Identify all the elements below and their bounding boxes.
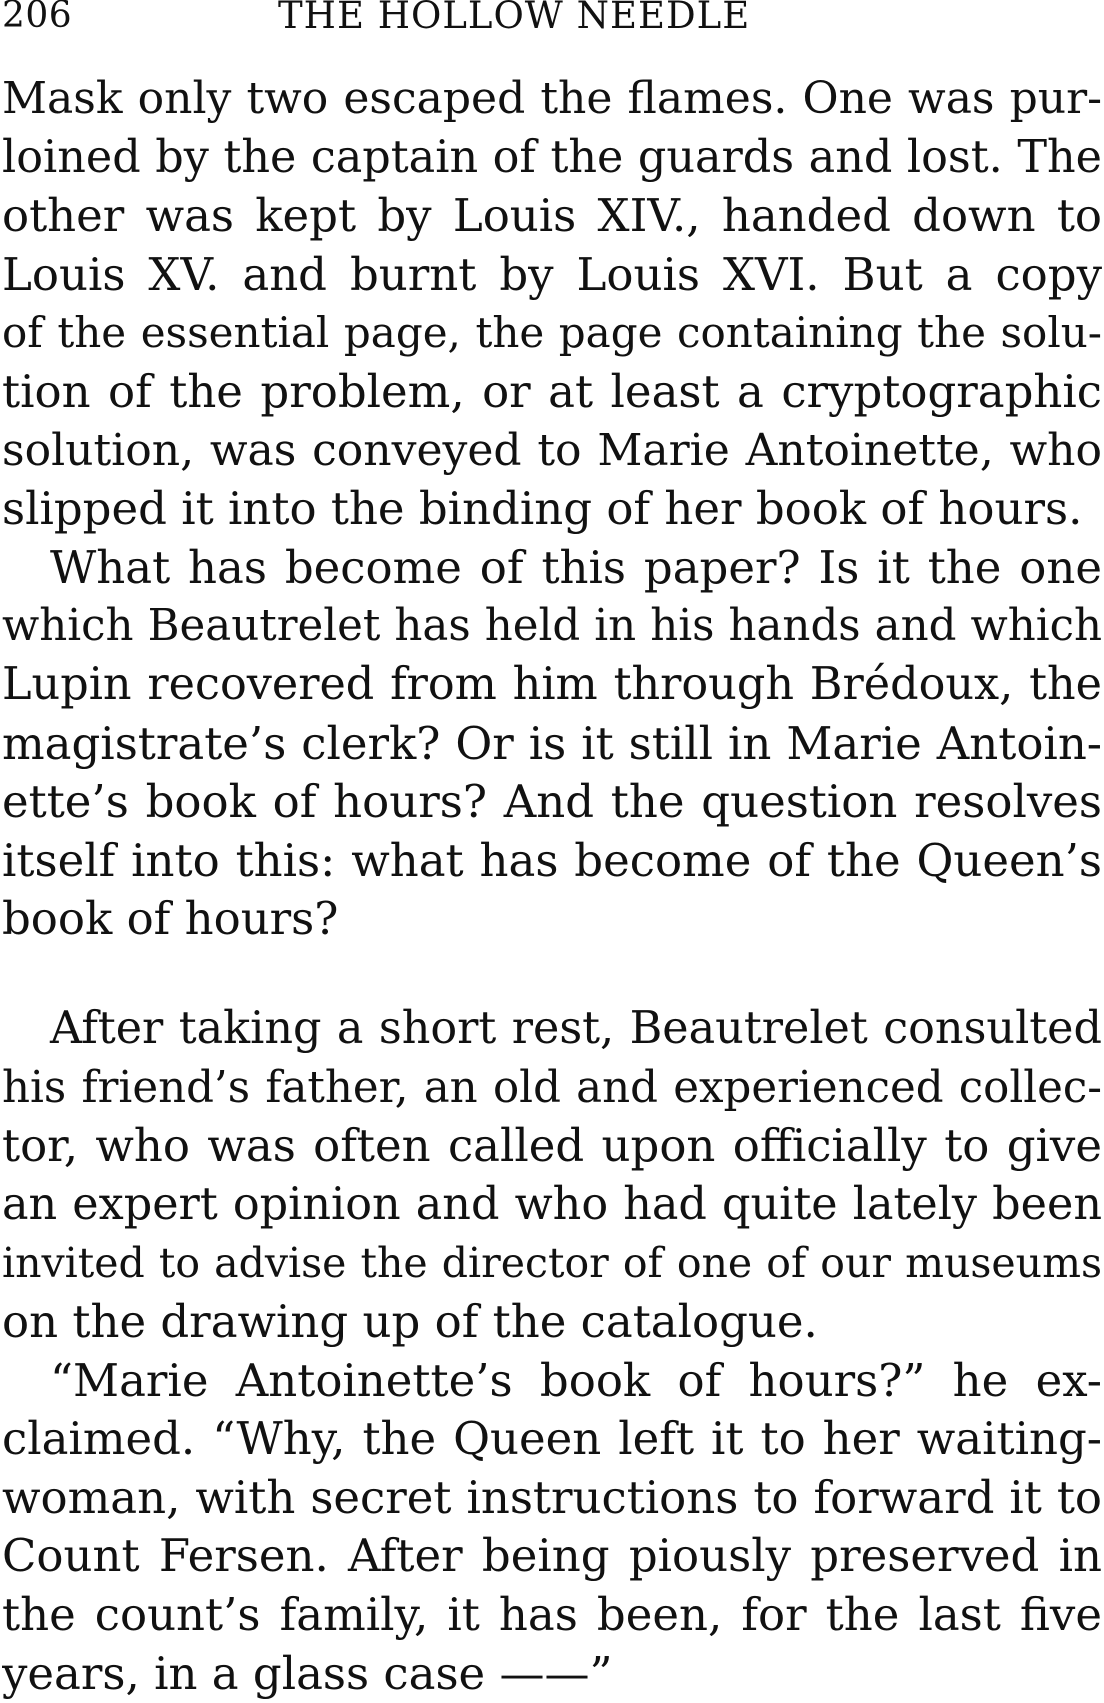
text-line: years, in a glass case ——” — [2, 1646, 613, 1700]
text-line: claimed. “Why, the Queen left it to her waiting- — [2, 1412, 1102, 1466]
text-line: loined by the captain of the guards and lost. The — [2, 131, 1102, 183]
page-number: 206 — [2, 0, 73, 36]
text-line: Mask only two escaped the flames. One was pur- — [2, 73, 1102, 124]
text-line: woman, with secret instructions to forward it to — [2, 1470, 1102, 1524]
text-line: on the drawing up of the catalogue. — [2, 1294, 818, 1348]
running-title: THE HOLLOW NEEDLE — [278, 0, 751, 37]
text-section-2 — [2, 1000, 1102, 1703]
text-line: tor, who was often called upon officially to give — [2, 1119, 1102, 1173]
running-head — [0, 0, 1104, 40]
text-line: invited to advise the director of one of our museums — [2, 1239, 1102, 1288]
text-line: of the essential page, the page containing the solu- — [2, 308, 1102, 358]
text-line: itself into this: what has become of the Queen’s — [2, 833, 1102, 887]
text-line: slipped it into the binding of her book of hours. — [2, 482, 1083, 536]
text-line: book of hours? — [2, 892, 339, 946]
text-line: Count Fersen. After being piously preserved in — [2, 1529, 1102, 1583]
text-line: an expert opinion and who had quite lately been — [2, 1178, 1102, 1230]
text-line: What has become of this paper? Is it the one — [50, 540, 1102, 594]
text-line: “Marie Antoinette’s book of hours?” he ex- — [50, 1353, 1102, 1407]
text-line: magistrate’s clerk? Or is it still in Marie Antoin- — [2, 716, 1102, 770]
text-line: his friend’s father, an old and experienced collec- — [2, 1062, 1102, 1113]
text-line: which Beautrelet has held in his hands and which — [2, 601, 1102, 652]
text-line: ette’s book of hours? And the question resolves — [2, 775, 1102, 829]
text-line: solution, was conveyed to Marie Antoinette, who — [2, 424, 1102, 476]
text-section-1 — [2, 70, 1102, 949]
text-line: other was kept by Louis XIV., handed down to — [2, 189, 1102, 243]
text-line: Louis XV. and burnt by Louis XVI. But a copy — [2, 247, 1102, 301]
text-line: After taking a short rest, Beautrelet consulted — [50, 1003, 1102, 1054]
text-line: the count’s family, it has been, for the last five — [2, 1587, 1102, 1641]
text-line: Lupin recovered from him through Brédoux, the — [2, 658, 1102, 710]
text-line: tion of the problem, or at least a cryptographic — [2, 364, 1102, 418]
